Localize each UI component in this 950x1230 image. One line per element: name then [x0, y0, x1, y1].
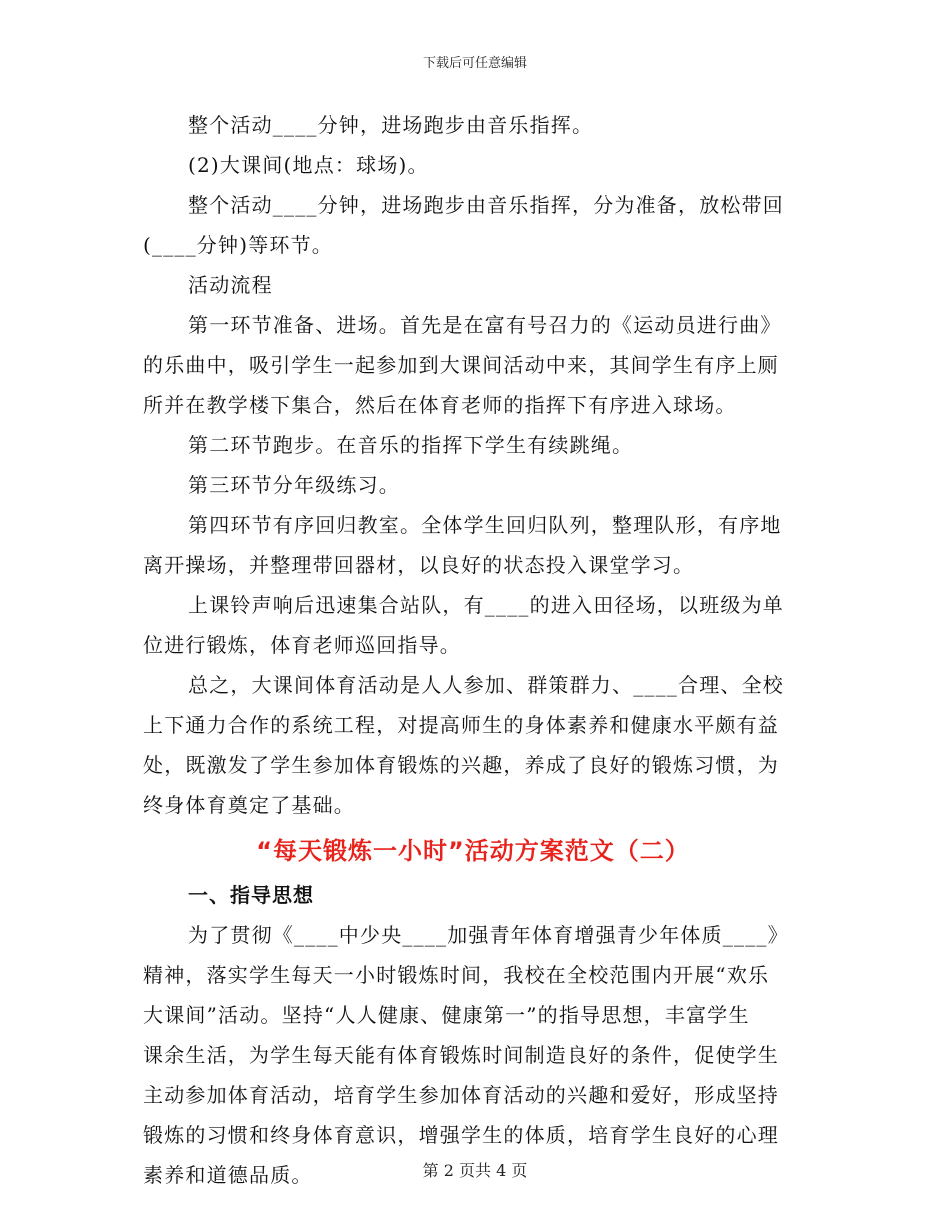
paragraph-line: 位进行锻炼，体育老师巡回指导。 — [143, 633, 461, 657]
paragraph-line: 第三环节分年级练习。 — [188, 473, 400, 497]
paragraph-line: (2)大课间(地点：球场)。 — [188, 153, 429, 177]
paragraph-line: 第一环节准备、进场。首先是在富有号召力的《运动员进行曲》 — [188, 313, 782, 337]
paragraph-line: 上课铃声响后迅速集合站队，有____的进入田径场，以班级为单 — [188, 593, 784, 617]
section-title: “每天锻炼一小时”活动方案范文（二） — [256, 837, 690, 865]
paragraph-line: 主动参加体育活动，培育学生参加体育活动的兴趣和爱好，形成坚持 — [143, 1083, 779, 1107]
paragraph-line: 素养和道德品质。 — [143, 1163, 313, 1187]
paragraph-line: 课余生活，为学生每天能有体育锻炼时间制造良好的条件，促使学生 — [143, 1043, 779, 1067]
paragraph-line: 终身体育奠定了基础。 — [143, 793, 355, 817]
paragraph-line: 锻炼的习惯和终身体育意识，增强学生的体质，培育学生良好的心理 — [143, 1123, 779, 1147]
paragraph-line: 整个活动____分钟，进场跑步由音乐指挥，分为准备，放松带回 — [188, 193, 784, 217]
paragraph-line: (____分钟)等环节。 — [143, 233, 334, 257]
paragraph-line: 精神，落实学生每天一小时锻炼时间，我校在全校范围内开展“欢乐 — [143, 963, 770, 987]
paragraph-line: 上下通力合作的系统工程，对提高师生的身体素养和健康水平颇有益 — [143, 713, 779, 737]
paragraph-line: 总之，大课间体育活动是人人参加、群策群力、____合理、全校 — [188, 673, 784, 697]
paragraph-line: 第二环节跑步。在音乐的指挥下学生有续跳绳。 — [188, 433, 634, 457]
paragraph-line: 处，既激发了学生参加体育锻炼的兴趣，养成了良好的锻炼习惯，为 — [143, 753, 779, 777]
section-heading: 一、指导思想 — [188, 883, 314, 907]
paragraph-line: 第四环节有序回归教室。全体学生回归队列，整理队形，有序地 — [188, 513, 782, 537]
page-header: 下载后可任意编辑 — [422, 56, 527, 71]
page-footer: 第 2 页共 4 页 — [422, 1161, 528, 1180]
document-body — [143, 105, 803, 1195]
paragraph-line: 活动流程 — [188, 273, 273, 297]
paragraph-line: 离开操场，并整理带回器材，以良好的状态投入课堂学习。 — [143, 553, 695, 577]
paragraph-line: 所并在教学楼下集合，然后在体育老师的指挥下有序进入球场。 — [143, 393, 737, 417]
paragraph-line: 大课间”活动。坚持“人人健康、健康第一”的指导思想，丰富学生 — [143, 1003, 750, 1027]
paragraph-line: 的乐曲中，吸引学生一起参加到大课间活动中来，其间学生有序上厕 — [143, 353, 779, 377]
paragraph-line: 为了贯彻《____中少央____加强青年体育增强青少年体质____》 — [188, 923, 789, 947]
paragraph-line: 整个活动____分钟，进场跑步由音乐指挥。 — [188, 113, 594, 137]
